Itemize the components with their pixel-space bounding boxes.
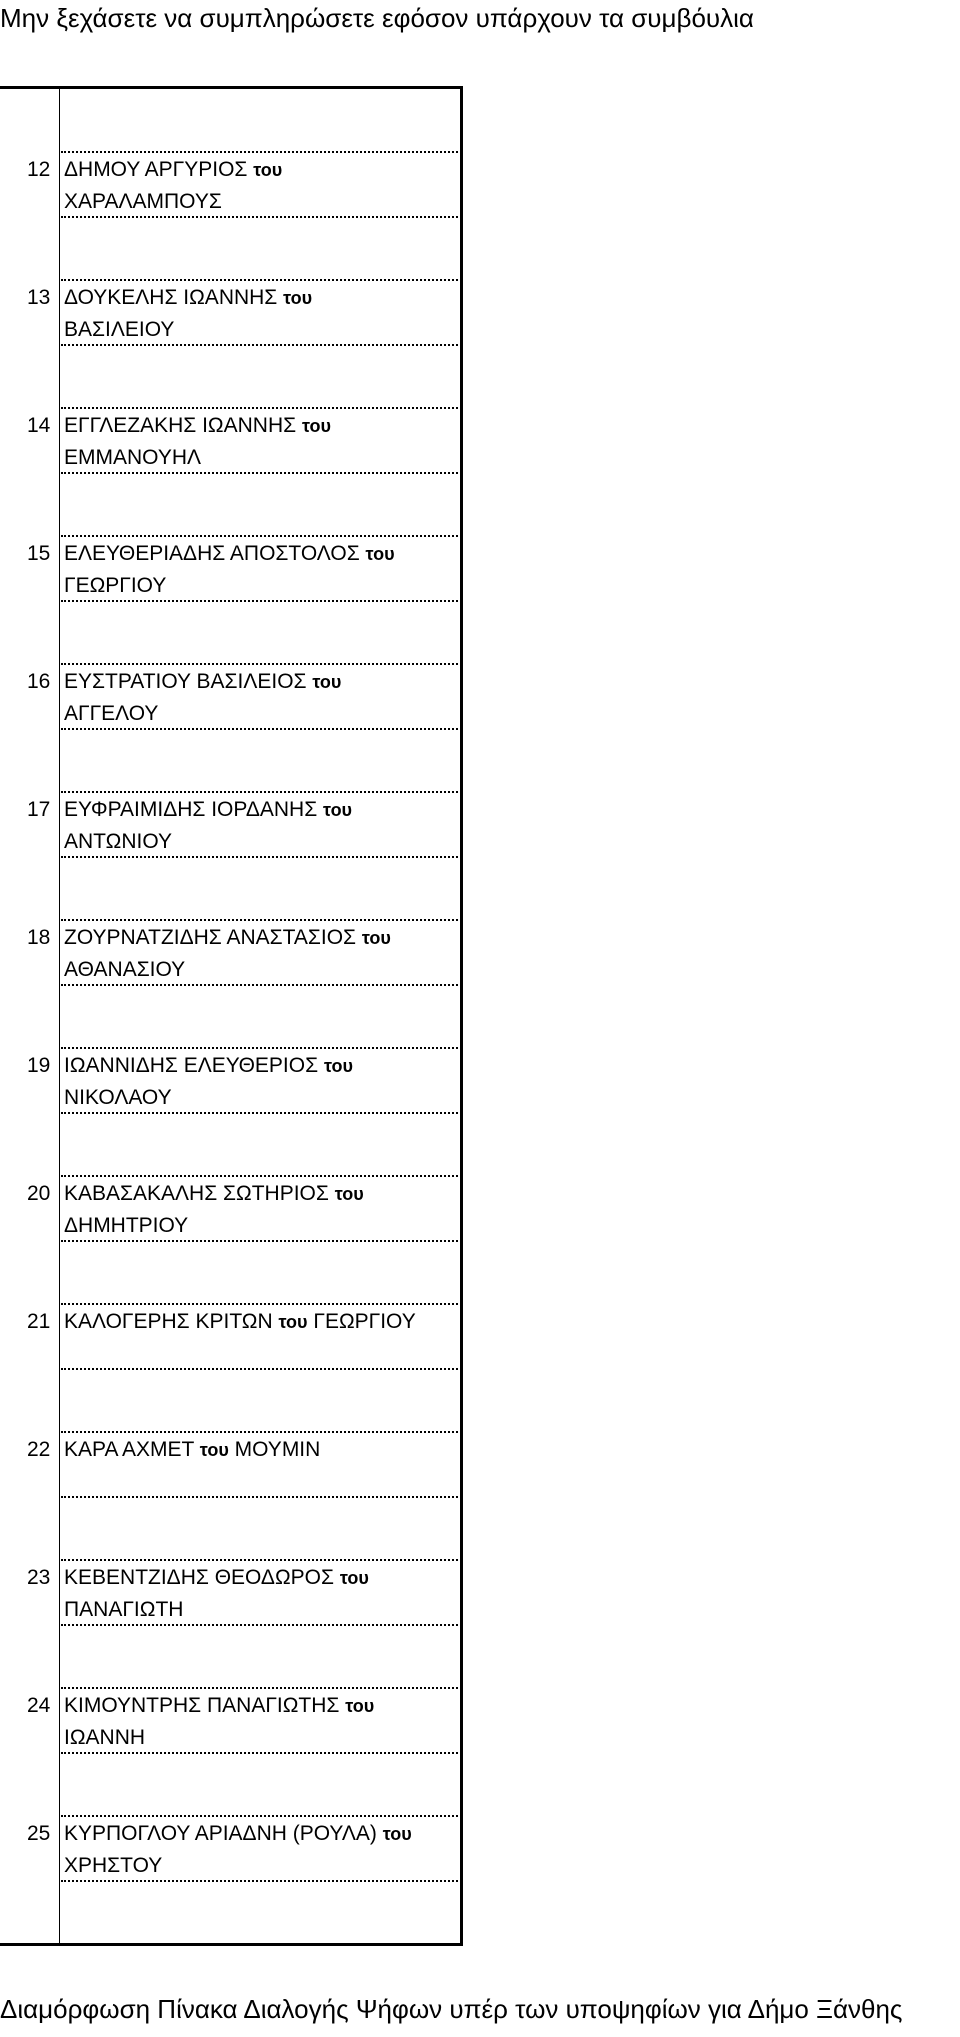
number-column-divider [59,89,60,1943]
father-name: ΒΑΣΙΛΕΙΟΥ [64,318,175,341]
candidate-number: 24 [27,1694,51,1717]
father-name: ΔΗΜΗΤΡΙΟΥ [64,1214,189,1237]
candidate-row [0,1175,460,1235]
dotted-rule [61,663,458,665]
candidate-row [0,919,460,979]
candidate-number: 20 [27,1182,51,1205]
father-name-line [64,1597,183,1623]
dotted-rule [61,1624,458,1626]
dotted-rule [61,472,458,474]
candidate-name: ΚΙΜΟΥΝΤΡΗΣ ΠΑΝΑΓΙΩΤΗΣ [64,1694,340,1717]
candidate-name-line [64,1053,353,1079]
father-name: ΠΑΝΑΓΙΩΤΗ [64,1598,184,1621]
candidate-name-line [64,925,391,951]
candidate-number: 19 [27,1054,51,1077]
father-name-line [64,957,185,983]
dotted-rule [61,1496,458,1498]
patronymic-word: του [365,544,395,564]
patronymic-word: του [278,1312,308,1332]
candidate-name-line [64,1565,369,1591]
father-name: ΝΙΚΟΛΑΟΥ [64,1086,172,1109]
dotted-rule [61,1687,458,1689]
candidate-name: ΔΗΜΟΥ ΑΡΓΥΡΙΟΣ [64,158,248,181]
father-name-line [64,573,166,599]
candidate-number: 25 [27,1822,51,1845]
dotted-rule [61,407,458,409]
dotted-rule [61,216,458,218]
dotted-rule [61,279,458,281]
candidate-row [0,791,460,851]
candidate-row [0,1687,460,1747]
patronymic-word: του [301,416,331,436]
father-name-line [64,701,158,727]
father-name-line [64,1853,162,1879]
candidate-name-line [64,413,331,439]
dotted-rule [61,728,458,730]
dotted-rule [61,1175,458,1177]
father-name: ΓΕΩΡΓΙΟΥ [64,574,167,597]
dotted-rule [61,791,458,793]
candidate-number: 12 [27,158,51,181]
father-name-line [64,189,222,215]
footer-title: Διαμόρφωση Πίνακα Διαλογής Ψήφων υπέρ των υποψηφίων για Δήμο Ξάνθης [0,1994,903,2024]
candidate-name-line [64,541,395,567]
candidate-tally-table [0,86,463,1946]
patronymic-word: του [361,928,391,948]
father-name: ΧΡΗΣΤΟΥ [64,1854,163,1877]
father-name-line [64,445,201,471]
candidate-row [0,279,460,339]
dotted-rule [61,1240,458,1242]
dotted-rule [61,1047,458,1049]
father-name: ΧΑΡΑΛΑΜΠΟΥΣ [64,190,222,213]
father-name: ΕΜΜΑΝΟΥΗΛ [64,446,202,469]
candidate-name: ΕΛΕΥΘΕΡΙΑΔΗΣ ΑΠΟΣΤΟΛΟΣ [64,542,360,565]
dotted-rule [61,1559,458,1561]
candidate-row [0,663,460,723]
candidate-name-line [64,1821,412,1847]
candidate-number: 22 [27,1438,51,1461]
candidate-number: 14 [27,414,51,437]
dotted-rule [61,1431,458,1433]
father-name: ΙΩΑΝΝΗ [64,1726,146,1749]
father-name: ΑΓΓΕΛΟΥ [64,702,159,725]
candidate-name: ΚΕΒΕΝΤΖΙΔΗΣ ΘΕΟΔΩΡΟΣ [64,1566,334,1589]
candidate-name-line [64,1181,364,1207]
father-name-line [64,1213,188,1239]
patronymic-word: του [199,1440,229,1460]
dotted-rule [61,1303,458,1305]
patronymic-word: του [312,672,342,692]
candidate-row [0,151,460,211]
candidate-row [0,407,460,467]
top-instruction-note: Μην ξεχάσετε να συμπληρώσετε εφόσον υπάρχουν τα συμβόυλια [0,3,754,33]
dotted-rule [61,919,458,921]
father-name-line [64,317,174,343]
patronymic-word: του [323,1056,353,1076]
dotted-rule [61,151,458,153]
candidate-number: 23 [27,1566,51,1589]
candidate-name: ΚΑΛΟΓΕΡΗΣ ΚΡΙΤΩΝ [64,1310,273,1333]
candidate-number: 16 [27,670,51,693]
candidate-row [0,1047,460,1107]
patronymic-word: του [283,288,313,308]
candidate-name: ΚΑΒΑΣΑΚΑΛΗΣ ΣΩΤΗΡΙΟΣ [64,1182,329,1205]
father-name: ΑΝΤΩΝΙΟΥ [64,830,172,853]
father-name: ΑΘΑΝΑΣΙΟΥ [64,958,186,981]
candidate-name: ΚΥΡΠΟΓΛΟΥ ΑΡΙΑΔΝΗ (ΡΟΥΛΑ) [64,1822,377,1845]
dotted-rule [61,535,458,537]
candidate-number: 15 [27,542,51,565]
dotted-rule [61,1112,458,1114]
father-name: ΜΟΥΜΙΝ [234,1438,321,1461]
candidate-name: ΖΟΥΡΝΑΤΖΙΔΗΣ ΑΝΑΣΤΑΣΙΟΣ [64,926,357,949]
patronymic-word: του [345,1696,375,1716]
patronymic-word: του [334,1184,364,1204]
candidate-row [0,1815,460,1875]
candidate-name-line [64,1437,320,1463]
dotted-rule [61,856,458,858]
candidate-number: 13 [27,286,51,309]
candidate-name: ΕΥΣΤΡΑΤΙΟΥ ΒΑΣΙΛΕΙΟΣ [64,670,307,693]
dotted-rule [61,600,458,602]
candidate-number: 17 [27,798,51,821]
candidate-row [0,535,460,595]
dotted-rule [61,1815,458,1817]
candidate-name: ΙΩΑΝΝΙΔΗΣ ΕΛΕΥΘΕΡΙΟΣ [64,1054,319,1077]
patronymic-word: του [323,800,353,820]
dotted-rule [61,344,458,346]
patronymic-word: του [382,1824,412,1844]
candidate-name: ΕΓΓΛΕΖΑΚΗΣ ΙΩΑΝΝΗΣ [64,414,297,437]
father-name: ΓΕΩΡΓΙΟΥ [313,1310,416,1333]
candidate-name-line [64,1309,416,1335]
father-name-line [64,829,172,855]
father-name-line [64,1085,172,1111]
candidate-name: ΕΥΦΡΑΙΜΙΔΗΣ ΙΟΡΔΑΝΗΣ [64,798,318,821]
dotted-rule [61,1752,458,1754]
patronymic-word: του [339,1568,369,1588]
candidate-row [0,1303,460,1363]
candidate-number: 18 [27,926,51,949]
candidate-name-line [64,1693,374,1719]
father-name-line [64,1725,145,1751]
candidate-number: 21 [27,1310,51,1333]
candidate-name-line [64,285,312,311]
dotted-rule [61,1368,458,1370]
patronymic-word: του [253,160,283,180]
candidate-row [0,1559,460,1619]
dotted-rule [61,984,458,986]
dotted-rule [61,1880,458,1882]
candidate-name: ΚΑΡΑ ΑΧΜΕΤ [64,1438,194,1461]
candidate-name-line [64,797,352,823]
candidate-name-line [64,669,341,695]
candidate-name: ΔΟΥΚΕΛΗΣ ΙΩΑΝΝΗΣ [64,286,278,309]
candidate-name-line [64,157,282,183]
candidate-row [0,1431,460,1491]
